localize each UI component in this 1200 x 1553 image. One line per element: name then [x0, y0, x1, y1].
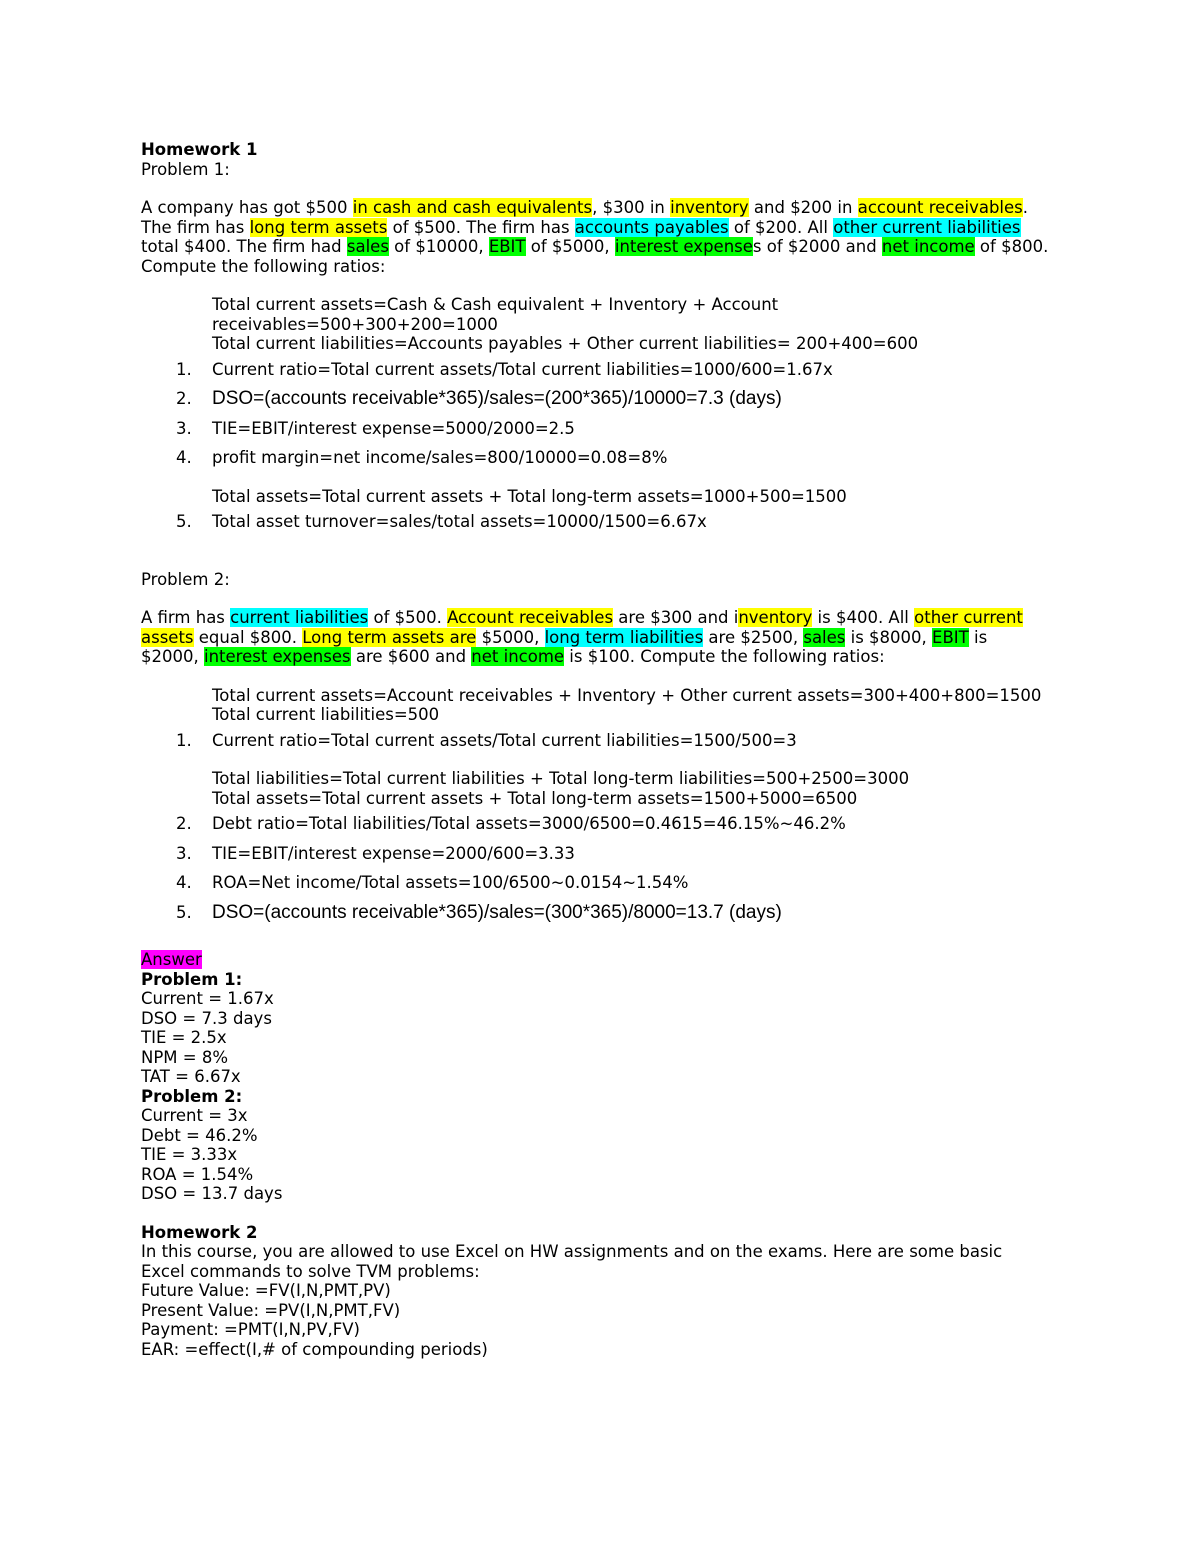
- problem-1-label: Problem 1:: [141, 159, 230, 179]
- p2-total-assets: Total assets=Total current assets + Total long-term assets=1500+5000=6500: [212, 788, 858, 808]
- answer-p2-tie: TIE = 3.33x: [141, 1145, 238, 1164]
- answer-label: Answer: [141, 950, 202, 969]
- p1-item-4: 4. profit margin=net income/sales=800/10000=0.08=8%: [176, 448, 668, 467]
- homework-2-title: Homework 2: [141, 1222, 258, 1242]
- answer-p2-roa: ROA = 1.54%: [141, 1164, 254, 1184]
- problem-2-statement: A firm has current liabilities of $500. Account receivables are $300 and inventory is $400. All other current assets equal $800. Long term assets are $5000, long term liabilities are $2500, sales is $8000, EBIT is $2000, interest expenses are $600 and net income is $100. Compute the following ratios:: [141, 608, 1023, 666]
- hw2-present-value: Present Value: =PV(I,N,PMT,FV): [141, 1300, 401, 1320]
- p2-item-1: 1. Current ratio=Total current assets/Total current liabilities=1500/500=3: [176, 730, 797, 750]
- p2-item-3: 3. TIE=EBIT/interest expense=2000/600=3.33: [176, 843, 575, 863]
- document-page: [141, 140, 1071, 1359]
- hw2-payment: Payment: =PMT(I,N,PV,FV): [141, 1320, 360, 1339]
- hw2-future-value: Future Value: =FV(I,N,PMT,PV): [141, 1281, 391, 1300]
- answer-p2-current: Current = 3x: [141, 1106, 248, 1125]
- problem-2-label: Problem 2:: [141, 569, 230, 589]
- p2-total-current-liabilities: Total current liabilities=500: [212, 705, 440, 724]
- p2-item-5: 5. DSO=(accounts receivable*365)/sales=(300*365)/8000=13.7 (days): [176, 901, 782, 923]
- hw2-intro-line-2: Excel commands to solve TVM problems:: [141, 1261, 480, 1281]
- answer-p2-debt: Debt = 46.2%: [141, 1125, 258, 1145]
- answer-p1-current: Current = 1.67x: [141, 989, 274, 1008]
- p1-item-2: 2. DSO=(accounts receivable*365)/sales=(200*365)/10000=7.3 (days): [176, 388, 782, 409]
- answer-p2-dso: DSO = 13.7 days: [141, 1184, 283, 1203]
- p2-total-current-assets: Total current assets=Account receivables + Inventory + Other current assets=300+400+800=1500: [212, 685, 1042, 705]
- answer-problem-2-title: Problem 2:: [141, 1086, 243, 1106]
- p2-item-4: 4. ROA=Net income/Total assets=100/6500~0.0154~1.54%: [176, 873, 689, 892]
- homework-1-title: Homework 1: [141, 140, 258, 159]
- answer-p1-tie: TIE = 2.5x: [141, 1028, 227, 1047]
- answer-p1-tat: TAT = 6.67x: [141, 1067, 241, 1086]
- p2-item-2: 2. Debt ratio=Total liabilities/Total assets=3000/6500=0.4615=46.15%~46.2%: [176, 814, 846, 833]
- problem-1-statement: A company has got $500 in cash and cash equivalents, $300 in inventory and $200 in account receivables. The firm has long term assets of $500. The firm has accounts payables of $200. All other current liabilities total $400. The firm had sales of $10000, EBIT of $5000, interest expenses of $2000 and net income of $800. Compute the following ratios:: [141, 198, 1049, 276]
- answer-problem-1-title: Problem 1:: [141, 969, 243, 989]
- p1-total-assets: Total assets=Total current assets + Total long-term assets=1000+500=1500: [212, 486, 847, 506]
- p1-total-current-liabilities: Total current liabilities=Accounts payables + Other current liabilities= 200+400=600: [212, 334, 919, 353]
- hw2-ear: EAR: =effect(I,# of compounding periods): [141, 1339, 488, 1359]
- p1-item-1: 1. Current ratio=Total current assets/Total current liabilities=1000/600=1.67x: [176, 359, 833, 379]
- answer-p1-npm: NPM = 8%: [141, 1047, 229, 1067]
- answer-p1-dso: DSO = 7.3 days: [141, 1008, 272, 1028]
- p1-item-3: 3. TIE=EBIT/interest expense=5000/2000=2.5: [176, 418, 575, 438]
- p1-total-current-assets: Total current assets=Cash & Cash equivalent + Inventory + Account: [212, 295, 779, 314]
- p1-total-current-assets-cont: receivables=500+300+200=1000: [212, 314, 498, 334]
- p1-item-5: 5. Total asset turnover=sales/total assets=10000/1500=6.67x: [176, 512, 707, 531]
- hw2-intro-line-1: In this course, you are allowed to use Excel on HW assignments and on the exams. Here are some basic: [141, 1242, 1003, 1261]
- p2-total-liabilities: Total liabilities=Total current liabilities + Total long-term liabilities=500+2500=3000: [212, 769, 910, 788]
